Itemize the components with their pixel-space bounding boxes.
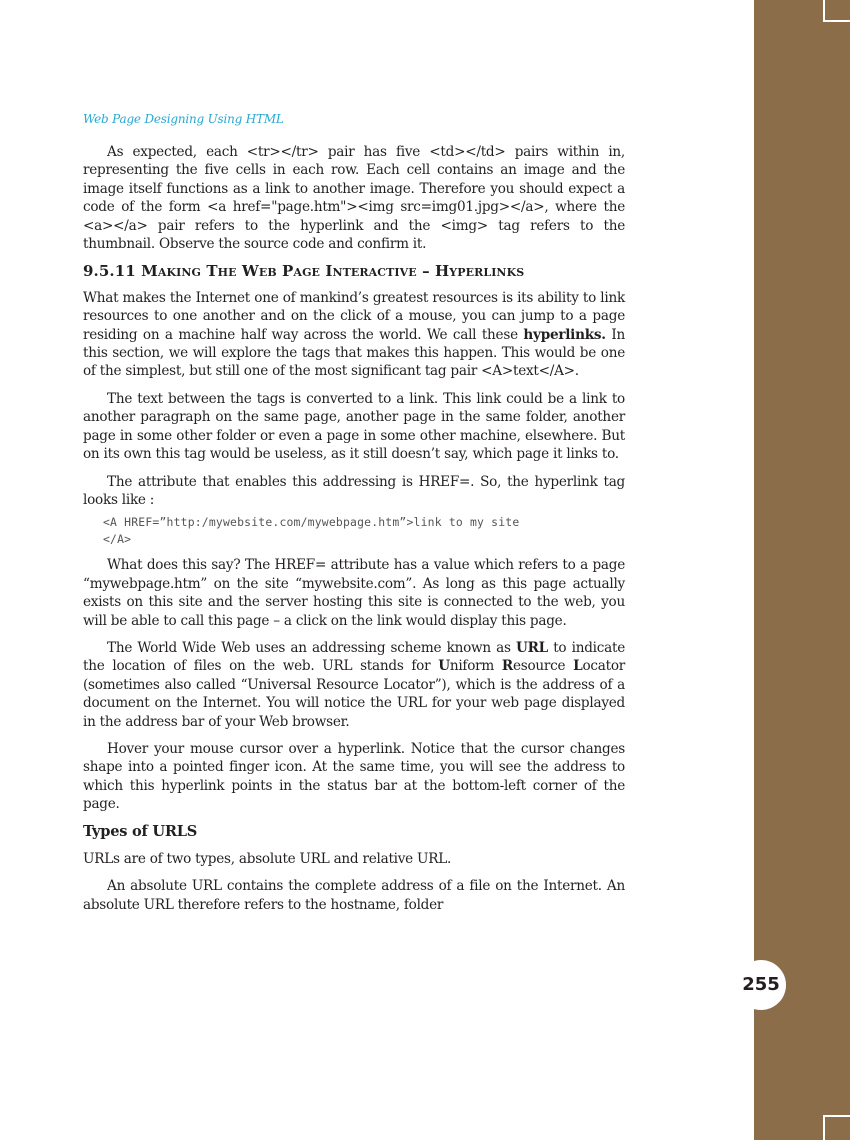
section-number: 9.5.11 (83, 262, 136, 281)
paragraph-absolute-url: An absolute URL contains the complete address of a file on the Internet. An absolute URL therefore refers to the hostname, folder (83, 878, 625, 913)
crop-mark-top (823, 0, 850, 22)
bold-term-url: URL (516, 639, 548, 656)
code-example (103, 514, 625, 548)
bold-letter: L (573, 658, 583, 675)
text-run: to indicate the location of files on the web. URL stands for (83, 639, 625, 675)
text-run: In this section, we will explore the tags that makes this happen. This would be one of the simplest, but still one of the most significant tag pair <A>text</A>. (83, 326, 625, 380)
paragraph-hover-cursor: Hover your mouse cursor over a hyperlink. Notice that the cursor changes shape into a pointed finger icon. At the same time, you will see the address to which this hyperlink points in the status bar at the bottom-left corner of the page. (83, 740, 625, 813)
code-line: <A HREF=”http:/mywebsite.com/mywebpage.htm”>link to my site (103, 515, 520, 530)
paragraph-href-explanation: What does this say? The HREF= attribute has a value which refers to a page “mywebpage.htm” on the site “mywebsite.com”. As long as this page actually exists on this site and the server hosting this site is connected to the web, you will be able to call this page – a click on the link would display this page. (83, 557, 625, 629)
text-run: The World Wide Web uses an addressing scheme known as (107, 639, 516, 656)
code-line: </A> (103, 532, 132, 547)
section-heading (83, 262, 625, 280)
running-head: Web Page Designing Using HTML (83, 112, 284, 126)
text-run: niform (449, 658, 502, 675)
paragraph-url-definition (83, 639, 625, 731)
bold-letter: U (438, 658, 450, 675)
bold-letter: R (501, 658, 513, 675)
text-run: ocator (sometimes also called “Universal Resource Locator”), which is the address of a document on the Internet. You will notice the URL for your web page displayed in the address bar of your Web browser. (83, 658, 626, 730)
paragraph-url-types: URLs are of two types, absolute URL and relative URL. (83, 851, 452, 867)
page-number: 255 (736, 960, 786, 1010)
section-title: Making The Web Page Interactive – Hyperlinks (141, 262, 525, 281)
crop-mark-bottom (823, 1115, 850, 1140)
subheading-types-of-urls: Types of URLS (83, 822, 198, 840)
paragraph-link-text: The text between the tags is converted to a link. This link could be a link to another paragraph on the same page, another page in the same folder, another page in some other folder or even a page in some other machine, elsewhere. But on its own this tag would be useless, as it still doesn’t say, which page it links to. (83, 390, 625, 463)
page-body (83, 143, 625, 923)
bold-term-hyperlinks: hyperlinks. (523, 326, 606, 343)
paragraph-table-cells: As expected, each <tr></tr> pair has five <td></td> pairs within in, representing the five cells in each row. Each cell contains an image and the image itself functions as a link to another image. Therefore you should expect a code of the form <a href="page.htm"><img src=img01.jpg></a>, where the <a></a> pair refers to the hyperlink and the <img> tag refers to the thumbnail. Observe the source code and confirm it. (83, 144, 625, 253)
paragraph-href-attribute: The attribute that enables this addressing is HREF=. So, the hyperlink tag looks like : (83, 473, 625, 508)
text-run: What makes the Internet one of mankind’s greatest resources is its ability to link resources to one another and on the click of a mouse, you can jump to a page residing on a machine half way across the world. We call these (83, 289, 625, 343)
text-run: esource (512, 658, 574, 675)
paragraph-hyperlinks-intro (83, 289, 625, 381)
